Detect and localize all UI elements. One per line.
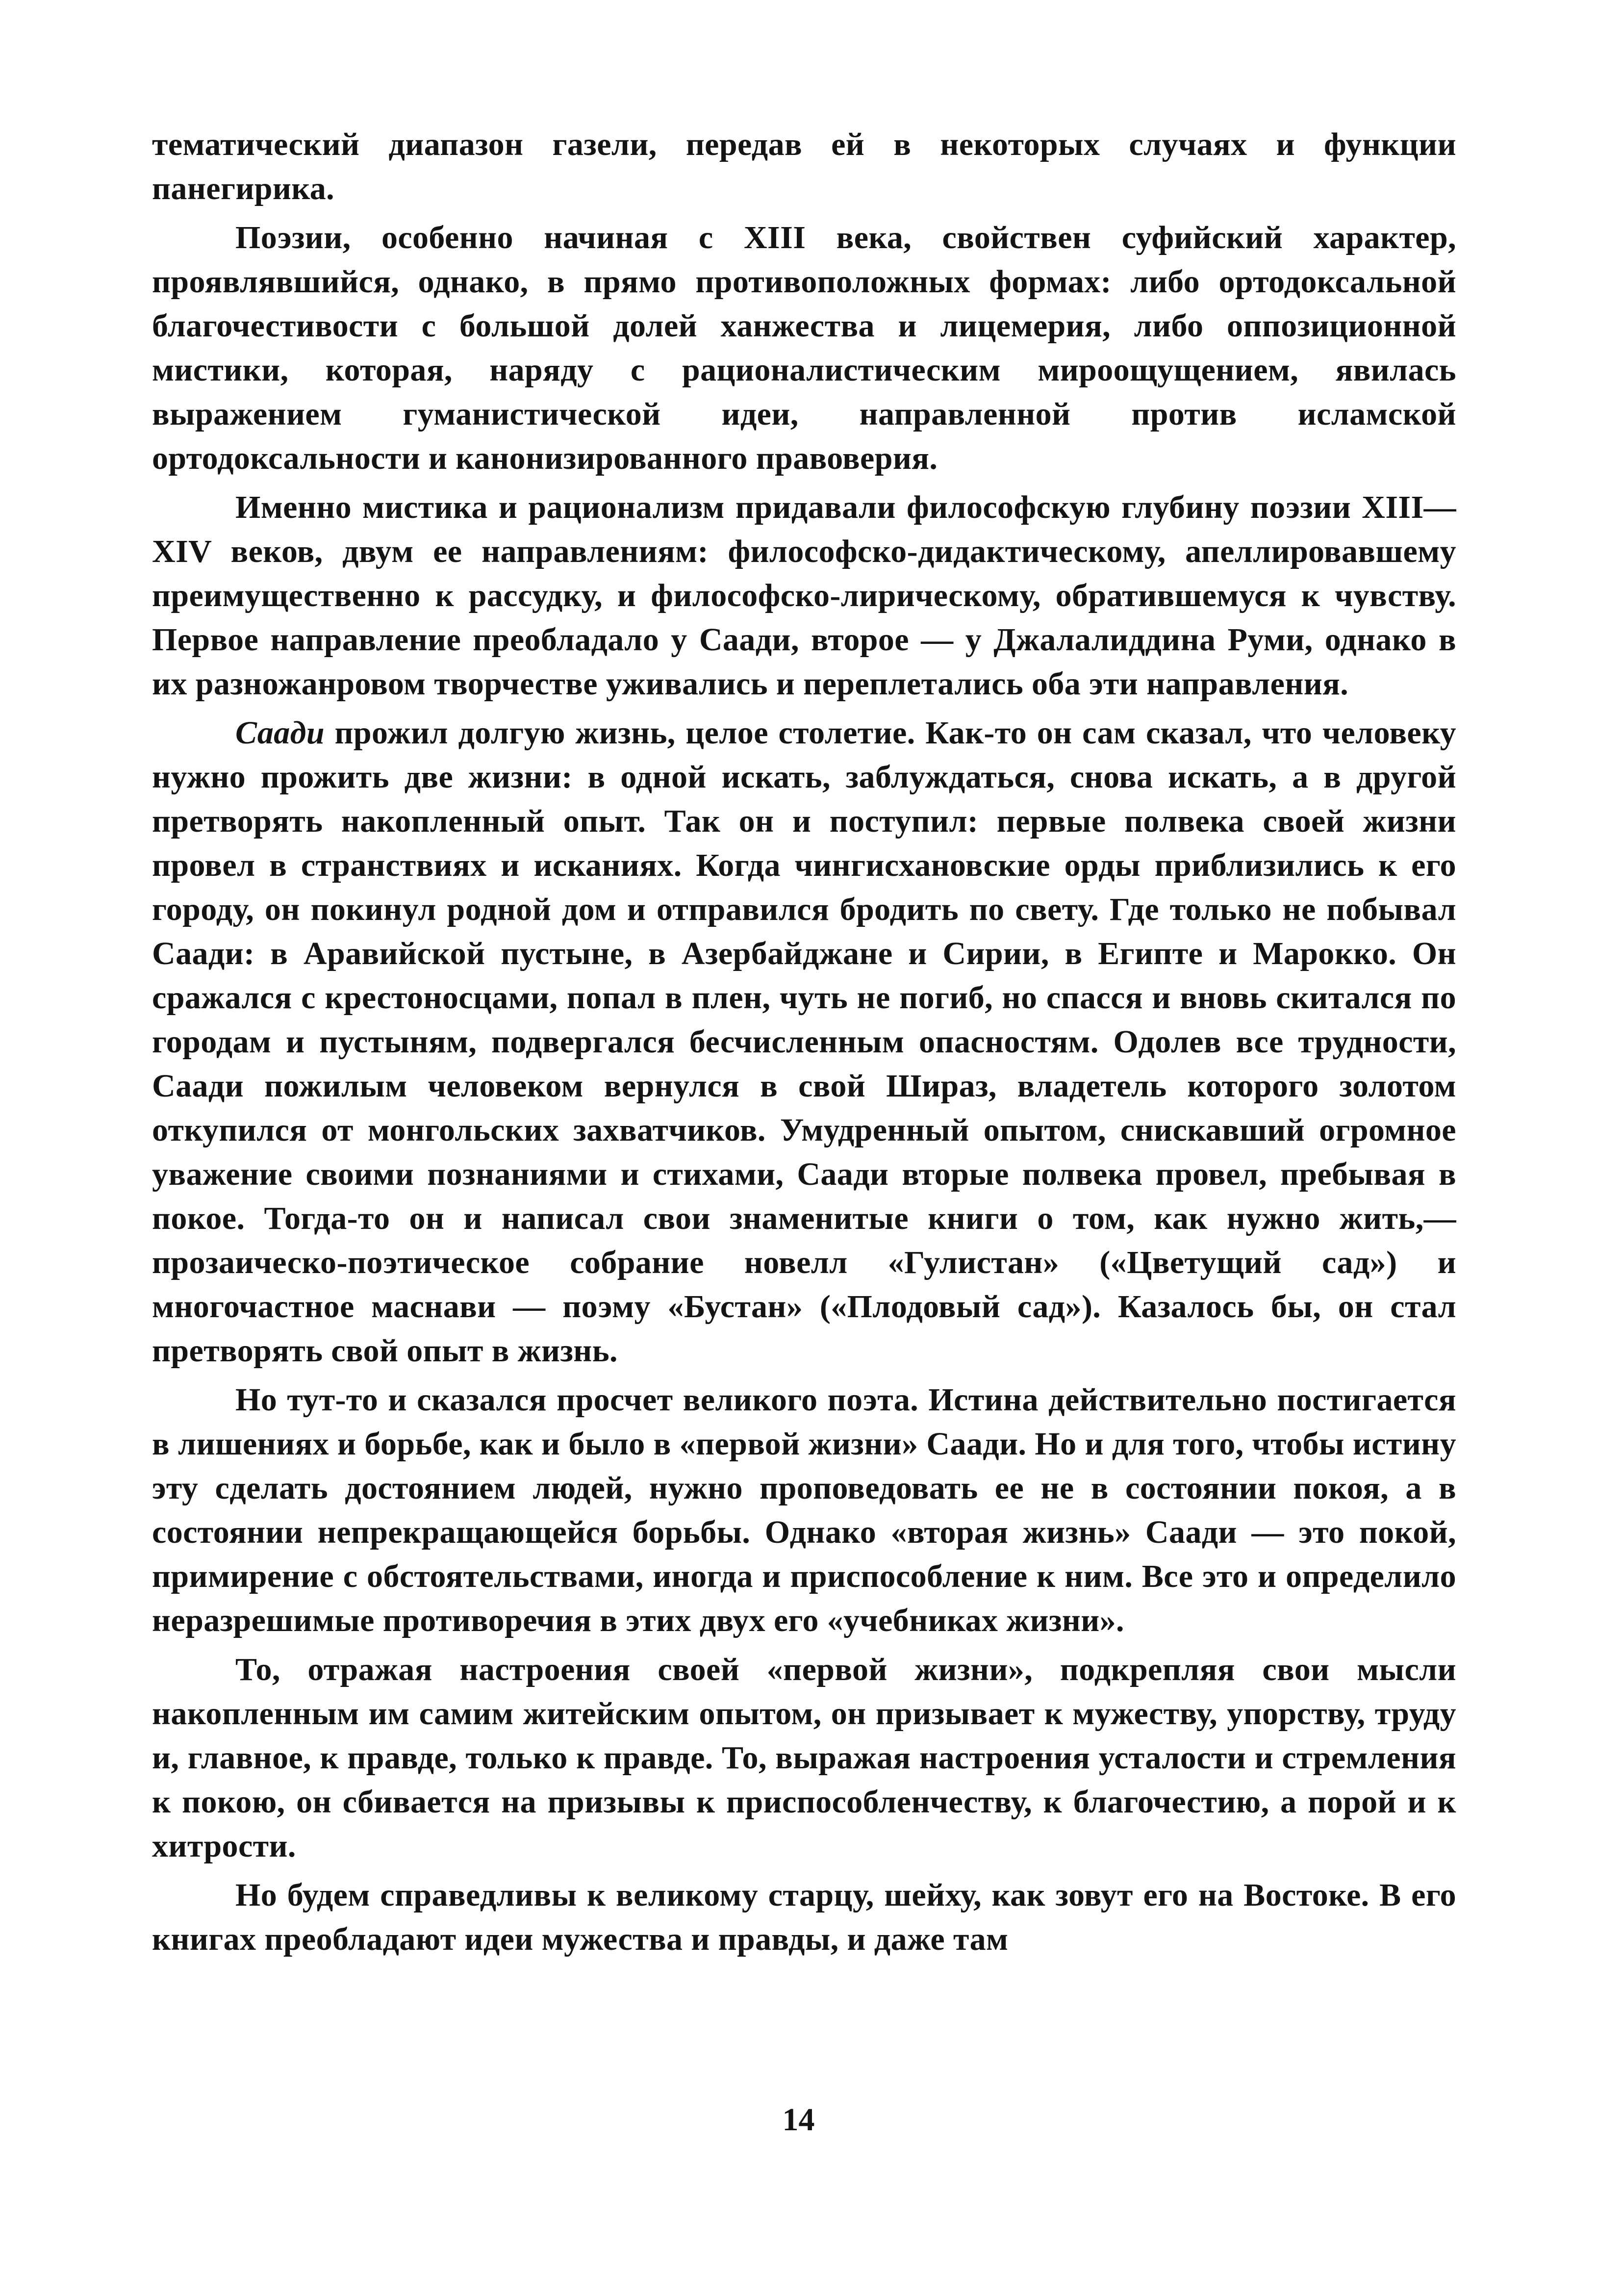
paragraph-6-text: То, отражая настроения своей «первой жизни», подкрепляя свои мысли накопленным им самим житейским опытом, он призывает к мужеству, упорству, труду и, главное, к правде, только к правде. То, выражая настроения усталости и стремления к покою, он сбивается на призывы к приспособленчеству, к благочестию, а порой и к хитрости. bbox=[152, 1652, 1456, 1864]
paragraph-3 bbox=[152, 485, 1456, 706]
paragraph-5-text: Но тут-то и сказался просчет великого поэта. Истина действительно постигается в лишениях и борьбе, как и было в «первой жизни» Саади. Но и для того, чтобы истину эту сделать достоянием людей, нужно проповедовать ее не в состоянии покоя, а в состоянии непрекращающейся борьбы. Однако «вторая жизнь» Саади — это покой, примирение с обстоятельствами, иногда и приспособление к ним. Все это и определило неразрешимые противоречия в этих двух его «учебниках жизни». bbox=[152, 1382, 1456, 1638]
page-number: 14 bbox=[782, 2102, 815, 2138]
paragraph-7-text: Но будем справедливы к великому старцу, шейху, как зовут его на Востоке. В его книгах преобладают идеи мужества и правды, и даже там bbox=[152, 1877, 1456, 1957]
paragraph-3-text: Именно мистика и рационализм придавали философскую глубину поэзии XIII—XIV веков, двум ее направлениям: философско-дидактическому, апеллировавшему преимущественно к рассудку, и философско-лирическому, обратившемуся к чувству. Первое направление преобладало у Саади, второе — у Джалалиддина Руми, однако в их разножанровом творчестве уживались и переплетались оба эти направления. bbox=[152, 489, 1456, 702]
paragraph-6 bbox=[152, 1648, 1456, 1868]
paragraph-4-text: прожил долгую жизнь, целое столетие. Как-то он сам сказал, что человеку нужно прожить две жизни: в одной искать, заблуждаться, снова искать, а в другой претворять накопленный опыт. Так он и поступил: первые полвека своей жизни провел в странствиях и исканиях. Когда чингисхановские орды приблизились к его городу, он покинул родной дом и отправился бродить по свету. Где только не побывал Саади: в Аравийской пустыне, в Азербайджане и Сирии, в Египте и Марокко. Он сражался с крестоносцами, попал в плен, чуть не погиб, но спасся и вновь скитался по городам и пустыням, подвергался бесчисленным опасностям. Одолев все трудности, Саади пожилым человеком вернулся в свой Шираз, владетель которого золотом откупился от монгольских захватчиков. Умудренный опытом, снискавший огромное уважение своими познаниями и стихами, Саади вторые полвека провел, пребывая в покое. Тогда-то он и написал свои знаменитые книги о том, как нужно жить,— прозаическо-поэтическое собрание новелл «Гулистан» («Цветущий сад») и многочастное маснави — поэму «Бустан» («Плодовый сад»). Казалось бы, он стал претворять свой опыт в жизнь. bbox=[152, 715, 1456, 1369]
paragraph-1 bbox=[152, 123, 1456, 211]
paragraph-7 bbox=[152, 1873, 1456, 1962]
paragraph-4-lead: Саади bbox=[235, 715, 325, 751]
paragraph-2 bbox=[152, 216, 1456, 481]
paragraph-2-text: Поэзии, особенно начиная с XIII века, свойствен суфийский характер, проявлявшийся, однако, в прямо противоположных формах: либо ортодоксальной благочестивости с большой долей ханжества и лицемерия, либо оппозиционной мистики, которая, наряду с рационалистическим мироощущением, явилась выражением гуманистической идеи, направленной против исламской ортодоксальности и канонизированного правоверия. bbox=[152, 220, 1456, 476]
paragraph-5 bbox=[152, 1378, 1456, 1643]
paragraph-4 bbox=[152, 711, 1456, 1373]
paragraph-1-text: тематический диапазон газели, передав ей в некоторых случаях и функции панегирика. bbox=[152, 127, 1456, 206]
page-body bbox=[152, 123, 1456, 1962]
